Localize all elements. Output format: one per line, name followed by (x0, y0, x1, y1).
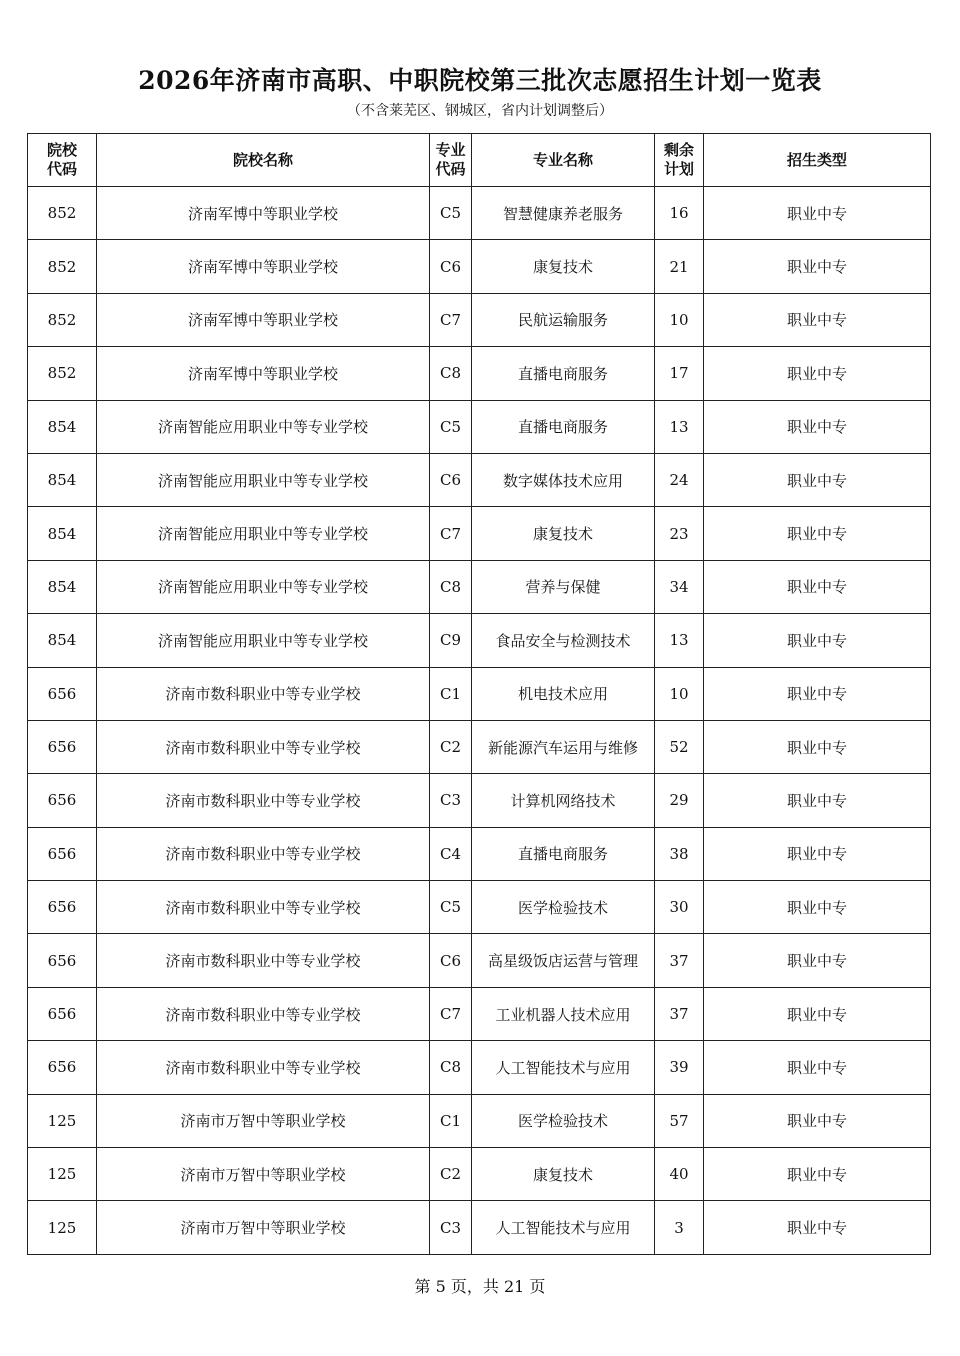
table-row (28, 1094, 931, 1147)
cell-school-name: 济南市数科职业中等专业学校 (97, 774, 430, 827)
cell-school-name: 济南智能应用职业中等专业学校 (97, 560, 430, 613)
cell-enrollment-type: 职业中专 (704, 1094, 931, 1147)
page-footer: 第 5 页，共 21 页 (414, 1277, 546, 1296)
cell-school-code: 852 (28, 187, 97, 240)
table-row (28, 1148, 931, 1201)
header-school-code (28, 134, 97, 187)
cell-major-name: 工业机器人技术应用 (472, 987, 655, 1040)
cell-school-code: 854 (28, 400, 97, 453)
header-major-code (430, 134, 472, 187)
cell-enrollment-type: 职业中专 (704, 240, 931, 293)
cell-school-name: 济南市数科职业中等专业学校 (97, 934, 430, 987)
cell-major-name: 高星级饭店运营与管理 (472, 934, 655, 987)
cell-school-code: 854 (28, 453, 97, 506)
cell-major-name: 人工智能技术与应用 (472, 1041, 655, 1094)
table-body (28, 187, 931, 1255)
cell-school-name: 济南市数科职业中等专业学校 (97, 720, 430, 773)
cell-major-code: C6 (430, 453, 472, 506)
cell-enrollment-type: 职业中专 (704, 1041, 931, 1094)
cell-school-name: 济南军博中等职业学校 (97, 347, 430, 400)
cell-remaining-plan: 3 (655, 1201, 704, 1254)
cell-remaining-plan: 40 (655, 1148, 704, 1201)
cell-school-name: 济南军博中等职业学校 (97, 293, 430, 346)
cell-school-name: 济南智能应用职业中等专业学校 (97, 614, 430, 667)
cell-major-name: 康复技术 (472, 507, 655, 560)
cell-school-code: 656 (28, 667, 97, 720)
cell-enrollment-type: 职业中专 (704, 667, 931, 720)
cell-major-code: C9 (430, 614, 472, 667)
cell-remaining-plan: 30 (655, 881, 704, 934)
table-row (28, 774, 931, 827)
cell-enrollment-type: 职业中专 (704, 987, 931, 1040)
cell-major-code: C3 (430, 774, 472, 827)
table-header-row (28, 134, 931, 187)
cell-enrollment-type: 职业中专 (704, 1148, 931, 1201)
table-row (28, 667, 931, 720)
cell-remaining-plan: 24 (655, 453, 704, 506)
cell-school-code: 656 (28, 987, 97, 1040)
table-row (28, 240, 931, 293)
cell-major-name: 医学检验技术 (472, 1094, 655, 1147)
cell-school-code: 854 (28, 614, 97, 667)
table-row (28, 827, 931, 880)
cell-enrollment-type: 职业中专 (704, 560, 931, 613)
cell-major-code: C5 (430, 187, 472, 240)
cell-school-code: 656 (28, 774, 97, 827)
cell-remaining-plan: 13 (655, 614, 704, 667)
cell-school-code: 125 (28, 1094, 97, 1147)
cell-major-code: C8 (430, 560, 472, 613)
cell-major-name: 直播电商服务 (472, 400, 655, 453)
cell-remaining-plan: 10 (655, 667, 704, 720)
cell-remaining-plan: 37 (655, 987, 704, 1040)
cell-enrollment-type: 职业中专 (704, 187, 931, 240)
cell-school-code: 852 (28, 293, 97, 346)
table-row (28, 507, 931, 560)
cell-major-code: C7 (430, 293, 472, 346)
cell-remaining-plan: 17 (655, 347, 704, 400)
cell-remaining-plan: 38 (655, 827, 704, 880)
cell-enrollment-type: 职业中专 (704, 881, 931, 934)
table-row (28, 400, 931, 453)
cell-school-name: 济南军博中等职业学校 (97, 240, 430, 293)
cell-major-name: 智慧健康养老服务 (472, 187, 655, 240)
header-school-code-line2: 代码 (46, 160, 77, 178)
cell-enrollment-type: 职业中专 (704, 400, 931, 453)
cell-enrollment-type: 职业中专 (704, 293, 931, 346)
cell-major-name: 医学检验技术 (472, 881, 655, 934)
cell-school-name: 济南军博中等职业学校 (97, 187, 430, 240)
cell-remaining-plan: 37 (655, 934, 704, 987)
cell-school-code: 854 (28, 560, 97, 613)
table-row (28, 187, 931, 240)
table-row (28, 720, 931, 773)
cell-major-code: C3 (430, 1201, 472, 1254)
cell-enrollment-type: 职业中专 (704, 1201, 931, 1254)
table-row (28, 934, 931, 987)
cell-school-name: 济南智能应用职业中等专业学校 (97, 453, 430, 506)
header-major-name: 专业名称 (472, 134, 655, 187)
cell-enrollment-type: 职业中专 (704, 774, 931, 827)
cell-remaining-plan: 21 (655, 240, 704, 293)
cell-enrollment-type: 职业中专 (704, 614, 931, 667)
cell-major-code: C7 (430, 507, 472, 560)
cell-major-code: C1 (430, 1094, 472, 1147)
header-major-code-line2: 代码 (435, 160, 466, 178)
cell-enrollment-type: 职业中专 (704, 347, 931, 400)
cell-school-name: 济南市数科职业中等专业学校 (97, 881, 430, 934)
cell-major-code: C2 (430, 720, 472, 773)
header-remaining-plan (655, 134, 704, 187)
cell-major-code: C8 (430, 347, 472, 400)
table-row (28, 293, 931, 346)
cell-major-name: 直播电商服务 (472, 827, 655, 880)
cell-major-code: C5 (430, 400, 472, 453)
cell-enrollment-type: 职业中专 (704, 720, 931, 773)
cell-remaining-plan: 57 (655, 1094, 704, 1147)
page-title: 2026年济南市高职、中职院校第三批次志愿招生计划一览表 (138, 66, 822, 95)
cell-remaining-plan: 10 (655, 293, 704, 346)
page-subtitle: （不含莱芜区、钢城区，省内计划调整后） (347, 103, 613, 119)
header-school-code-line1: 院校 (46, 141, 77, 159)
cell-remaining-plan: 39 (655, 1041, 704, 1094)
cell-major-name: 人工智能技术与应用 (472, 1201, 655, 1254)
cell-school-code: 125 (28, 1201, 97, 1254)
cell-major-name: 民航运输服务 (472, 293, 655, 346)
cell-school-code: 125 (28, 1148, 97, 1201)
cell-remaining-plan: 34 (655, 560, 704, 613)
cell-school-code: 852 (28, 240, 97, 293)
table-row (28, 347, 931, 400)
cell-major-code: C8 (430, 1041, 472, 1094)
header-enrollment-type: 招生类型 (704, 134, 931, 187)
cell-major-name: 计算机网络技术 (472, 774, 655, 827)
table-row (28, 987, 931, 1040)
cell-school-name: 济南市数科职业中等专业学校 (97, 987, 430, 1040)
cell-major-name: 直播电商服务 (472, 347, 655, 400)
cell-remaining-plan: 16 (655, 187, 704, 240)
cell-school-name: 济南市万智中等职业学校 (97, 1094, 430, 1147)
cell-school-name: 济南智能应用职业中等专业学校 (97, 400, 430, 453)
cell-major-code: C2 (430, 1148, 472, 1201)
cell-major-name: 食品安全与检测技术 (472, 614, 655, 667)
cell-remaining-plan: 13 (655, 400, 704, 453)
cell-school-code: 852 (28, 347, 97, 400)
table-row (28, 453, 931, 506)
cell-school-name: 济南市数科职业中等专业学校 (97, 1041, 430, 1094)
cell-remaining-plan: 23 (655, 507, 704, 560)
cell-school-name: 济南智能应用职业中等专业学校 (97, 507, 430, 560)
cell-school-code: 656 (28, 827, 97, 880)
cell-school-name: 济南市万智中等职业学校 (97, 1148, 430, 1201)
cell-major-code: C4 (430, 827, 472, 880)
cell-major-name: 康复技术 (472, 1148, 655, 1201)
cell-school-name: 济南市数科职业中等专业学校 (97, 667, 430, 720)
table-header (28, 134, 931, 187)
table-row (28, 881, 931, 934)
cell-school-code: 656 (28, 934, 97, 987)
cell-remaining-plan: 29 (655, 774, 704, 827)
cell-major-code: C6 (430, 934, 472, 987)
cell-school-name: 济南市万智中等职业学校 (97, 1201, 430, 1254)
cell-major-name: 新能源汽车运用与维修 (472, 720, 655, 773)
cell-enrollment-type: 职业中专 (704, 453, 931, 506)
cell-major-name: 机电技术应用 (472, 667, 655, 720)
cell-enrollment-type: 职业中专 (704, 934, 931, 987)
cell-major-code: C6 (430, 240, 472, 293)
header-major-code-line1: 专业 (435, 141, 466, 159)
cell-school-name: 济南市数科职业中等专业学校 (97, 827, 430, 880)
cell-major-name: 数字媒体技术应用 (472, 453, 655, 506)
header-remaining-plan-line2: 计划 (663, 160, 694, 178)
header-school-name: 院校名称 (97, 134, 430, 187)
table-row (28, 560, 931, 613)
cell-enrollment-type: 职业中专 (704, 507, 931, 560)
cell-major-code: C1 (430, 667, 472, 720)
cell-school-code: 656 (28, 720, 97, 773)
cell-enrollment-type: 职业中专 (704, 827, 931, 880)
cell-major-code: C5 (430, 881, 472, 934)
cell-school-code: 854 (28, 507, 97, 560)
cell-major-code: C7 (430, 987, 472, 1040)
cell-school-code: 656 (28, 1041, 97, 1094)
cell-school-code: 656 (28, 881, 97, 934)
table-row (28, 1041, 931, 1094)
header-remaining-plan-line1: 剩余 (663, 141, 694, 159)
cell-major-name: 康复技术 (472, 240, 655, 293)
table-row (28, 1201, 931, 1254)
enrollment-plan-table (27, 133, 931, 1255)
cell-major-name: 营养与保健 (472, 560, 655, 613)
cell-remaining-plan: 52 (655, 720, 704, 773)
table-row (28, 614, 931, 667)
